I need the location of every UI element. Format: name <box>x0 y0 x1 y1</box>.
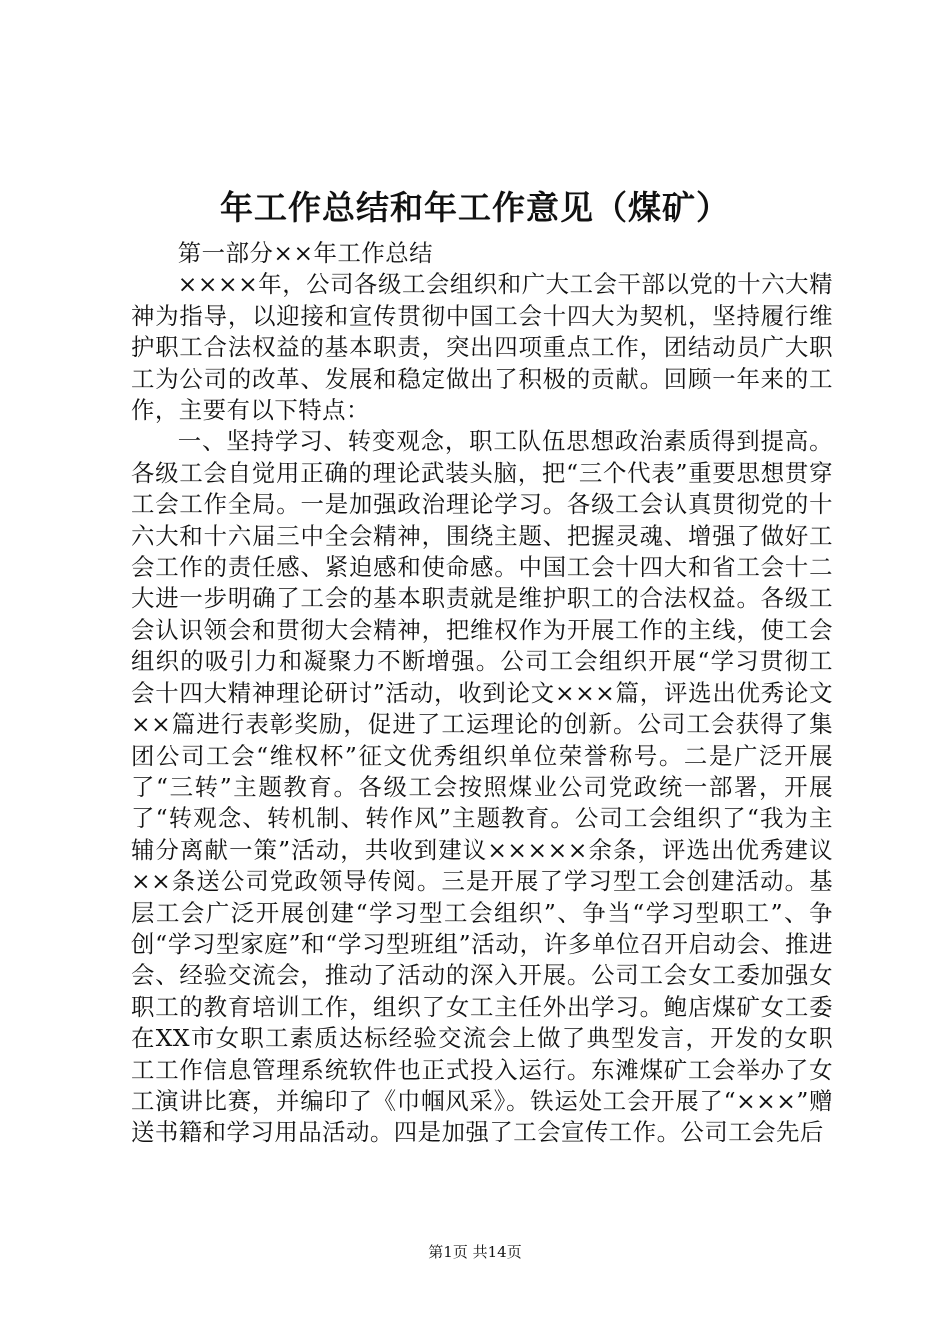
document-title: 年工作总结和年工作意见（煤矿） <box>220 188 730 227</box>
page-number: 第1页 共14页 <box>428 1243 522 1261</box>
section-heading: 第一部分××年工作总结 <box>177 239 434 267</box>
body-paragraph: 一、坚持学习、转变观念，职工队伍思想政治素质得到提高。各级工会自觉用正确的理论武装头脑，把“三个代表”重要思想贯穿工会工作全局。一是加强政治理论学习。各级工会认真贯彻党的十六大和十六届三中全会精神，围绕主题、把握灵魂、增强了做好工会工作的责任感、紧迫感和使命感。中国工会十四大和省工会十二大进一步明确了工会的基本职责就是维护职工的合法权益。各级工会认识领会和贯彻大会精神，把维权作为开展工作的主线，使工会组织的吸引力和凝聚力不断增强。公司工会组织开展“学习贯彻工会十四大精神理论研讨”活动，收到论文×××篇，评选出优秀论文××篇进行表彰奖励，促进了工运理论的创新。公司工会获得了集团公司工会“维权杯”征文优秀组织单位荣誉称号。二是广泛开展了“三转”主题教育。各级工会按照煤业公司党政统一部署，开展了“转观念、转机制、转作风”主题教育。公司工会组织了“我为主辅分离献一策”活动，共收到建议×××××余条，评选出优秀建议××条送公司党政领导传阅。三是开展了学习型工会创建活动。基层工会广泛开展创建“学习型工会组织”、争当“学习型职工”、争创“学习型家庭”和“学习型班组”活动，许多单位召开启动会、推进会、经验交流会，推动了活动的深入开展。公司工会女工委加强女职工的教育培训工作，组织了女工主任外出学习。鲍店煤矿女工委在XX市女职工素质达标经验交流会上做了典型发言，开发的女职工工作信息管理系统软件也正式投入运行。东滩煤矿工会举办了女工演讲比赛，并编印了《巾帼风采》。铁运处工会开展了“×××”赠送书籍和学习用品活动。四是加强了工会宣传工作。公司工会先后 <box>131 427 833 1147</box>
document-body <box>131 238 833 1149</box>
intro-paragraph: ××××年，公司各级工会组织和广大工会干部以党的十六大精神为指导，以迎接和宣传贯彻中国工会十四大为契机，坚持履行维护职工合法权益的基本职责，突出四项重点工作，团结动员广大职工为公司的改革、发展和稳定做出了积极的贡献。回顾一年来的工作，主要有以下特点： <box>131 270 833 425</box>
